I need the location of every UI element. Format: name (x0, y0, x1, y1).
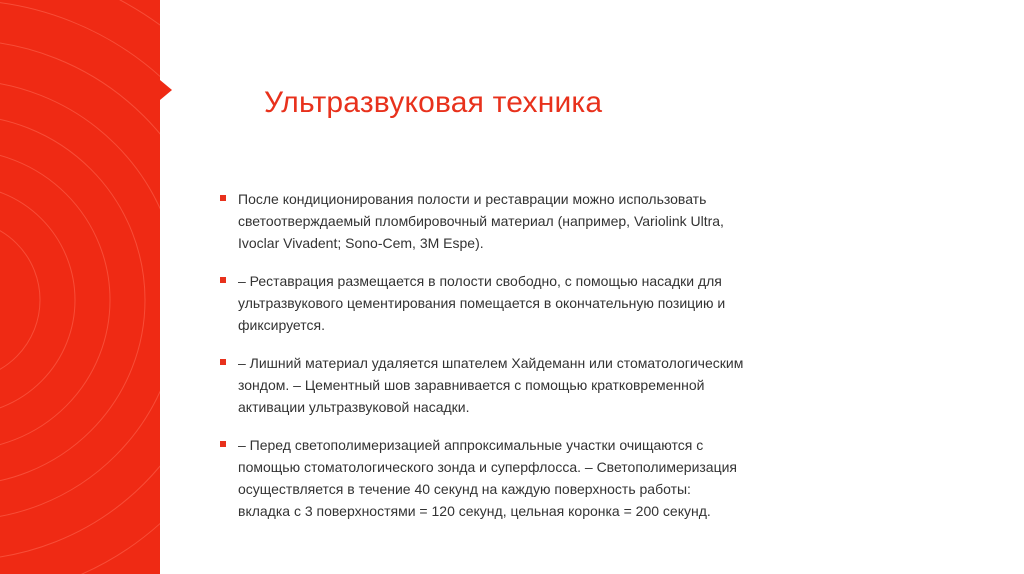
bullet-text: – Перед светополимеризацией аппроксимальные участки очищаются с помощью стоматологического зонда и суперфлосса. – Светополимеризация осуществляется в течение 40 секунд на каждую поверхность работы: вкладка с 3 поверхностями = 120 секунд, цельная коронка = 200 секунд. (238, 437, 738, 519)
red-pointer (160, 80, 172, 100)
bullet-square-icon (220, 195, 226, 201)
list-item (214, 434, 744, 522)
bullet-text: После кондиционирования полости и реставрации можно использовать светоотверждаемый пломбировочный материал (например, Variolink Ultra, Ivoclar Vivadent; Sono-Cem, 3M Espe). (238, 191, 724, 251)
list-item (214, 352, 744, 418)
list-item (214, 188, 744, 254)
list-item (214, 270, 744, 336)
bullet-list (214, 188, 744, 538)
red-side-panel (0, 0, 160, 574)
bullet-square-icon (220, 277, 226, 283)
bullet-square-icon (220, 359, 226, 365)
decorative-arcs (0, 0, 160, 574)
bullet-text: – Лишний материал удаляется шпателем Хайдеманн или стоматологическим зондом. – Цементный шов заравнивается с помощью кратковременной активации ультразвуковой насадки. (238, 355, 744, 415)
slide-title: Ультразвуковая техника (264, 86, 603, 119)
bullet-square-icon (220, 441, 226, 447)
bullet-text: – Реставрация размещается в полости свободно, с помощью насадки для ультразвукового цементирования помещается в окончательную позицию и фиксируется. (238, 273, 726, 333)
